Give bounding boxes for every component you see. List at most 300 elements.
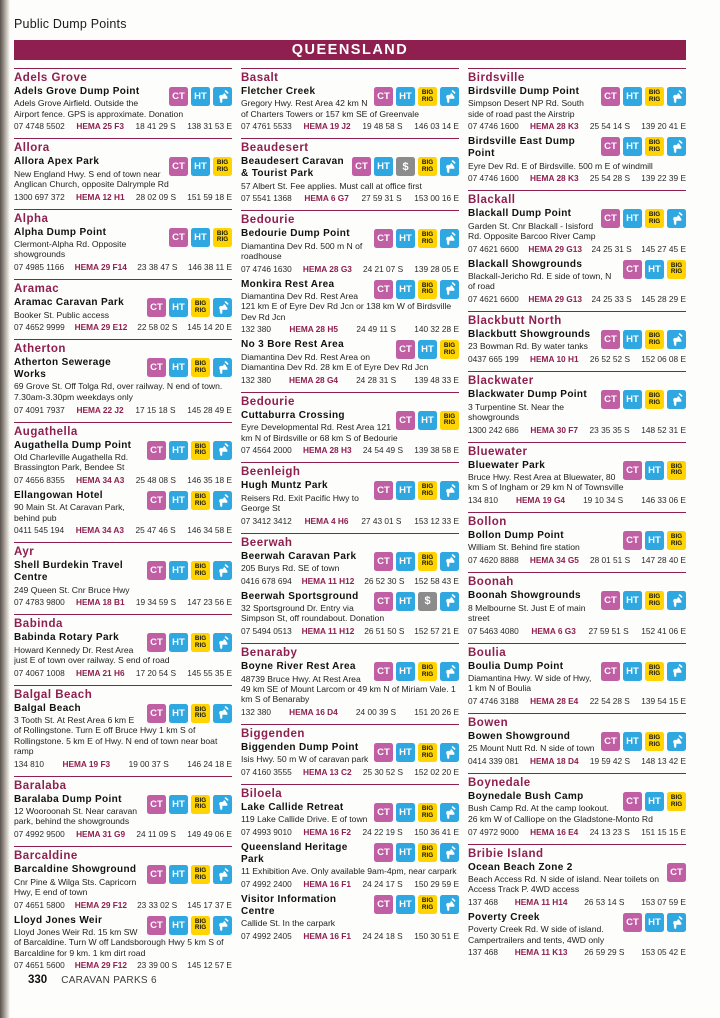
latitude: 28 01 51 S [589, 555, 631, 566]
amenity-icons [374, 87, 459, 106]
page-title: Public Dump Points [14, 17, 127, 31]
town-group [241, 392, 459, 455]
page-binding-shadow [0, 0, 10, 1018]
hema-map-reference: HEMA 28 K3 [530, 121, 579, 132]
entry-meta [241, 375, 459, 385]
dump-point-entry [14, 297, 232, 332]
amenity-icons [667, 863, 686, 882]
hema-map-reference: HEMA 6 G7 [304, 193, 349, 204]
entry-meta [468, 495, 686, 505]
ht-icon: HT [396, 843, 415, 862]
big-rig-label-bottom: RIG [194, 712, 207, 720]
entry-meta [241, 767, 459, 777]
amenity-icons [374, 895, 459, 914]
entry-name: Beerwah Sportsground [241, 590, 359, 602]
phone-number: 07 5494 0513 [241, 626, 292, 637]
latitude: 23 39 00 S [137, 960, 178, 971]
entry-description: Bush Camp Rd. At the camp lookout. 26 km W of Calliope on the Gladstone-Monto Rd [468, 803, 653, 824]
big-rig-icon [667, 260, 686, 279]
big-rig-label-bottom: RIG [670, 539, 683, 547]
entry-name: Lloyd Jones Weir [14, 914, 103, 926]
tap-icon [213, 441, 232, 460]
latitude: 17 15 18 S [135, 404, 176, 415]
latitude: 24 21 07 S [362, 263, 404, 274]
ct-icon: CT [147, 491, 166, 510]
tap-icon [667, 390, 686, 409]
entry-description: Cnr Pine & Wilga Sts. Capricorn Hwy, E end of town [14, 876, 137, 897]
amenity-icons [374, 843, 459, 862]
dump-point-entry [241, 86, 459, 131]
dump-point-entry [468, 136, 686, 183]
phone-number: 07 4656 8355 [14, 475, 65, 486]
hema-map-reference: HEMA 28 H5 [289, 324, 338, 335]
tap-icon [440, 157, 459, 176]
ct-icon: CT [623, 792, 642, 811]
entry-name: Queensland Heritage Park [241, 842, 348, 866]
ht-icon: HT [396, 87, 415, 106]
entry-meta [241, 576, 459, 586]
longitude: 139 22 39 E [641, 173, 686, 184]
town-group [468, 643, 686, 706]
entry-name: Blackall Showgrounds [468, 258, 583, 270]
big-rig-label-bottom: RIG [194, 873, 207, 881]
latitude: 27 43 01 S [361, 515, 402, 526]
entry-name: Boyne River Rest Area [241, 661, 356, 673]
longitude: 153 12 33 E [414, 515, 459, 526]
hema-map-reference: HEMA 29 G13 [528, 294, 582, 305]
dump-point-entry [14, 357, 232, 414]
ht-icon: HT [396, 481, 415, 500]
big-rig-icon [191, 704, 210, 723]
phone-number: 134 810 [468, 495, 498, 506]
entry-meta [468, 354, 686, 364]
dump-point-entry [468, 912, 686, 957]
entry-name: Aramac Caravan Park [14, 297, 125, 309]
phone-number: 07 5463 4080 [468, 625, 519, 636]
big-rig-label-bottom: RIG [194, 924, 207, 932]
phone-number: 07 4651 5800 [14, 899, 65, 910]
hema-map-reference: HEMA 6 G3 [531, 625, 576, 636]
town-heading: Birdsville [468, 72, 525, 84]
entry-name: Atherton Sewerage Works [14, 357, 112, 381]
entry-meta [468, 827, 686, 837]
big-rig-label-top: BIG [194, 300, 207, 308]
entry-description: Eyre Developmental Rd. Rest Area 121 km N of Birdsville or 68 km S of Bedourie [241, 422, 398, 443]
big-rig-icon [645, 591, 664, 610]
hema-map-reference: HEMA 12 H1 [76, 191, 125, 202]
big-rig-label-top: BIG [648, 211, 661, 219]
phone-number: 07 4993 9010 [241, 827, 292, 838]
ct-icon: CT [601, 662, 620, 681]
big-rig-icon [418, 157, 437, 176]
hema-map-reference: HEMA 11 H14 [514, 897, 568, 908]
entry-description: Gregory Hwy. Rest Area 42 km N of Charters Towers or 157 km SE of Greenvale [241, 98, 420, 119]
ct-icon: CT [169, 87, 188, 106]
town-heading: Blackall [468, 194, 516, 207]
big-rig-label-bottom: RIG [670, 800, 683, 808]
town-group [468, 442, 686, 505]
entry-meta [241, 193, 459, 203]
tap-icon [213, 865, 232, 884]
entry-description: Callide St. In the carpark [241, 918, 336, 929]
amenity-icons [147, 491, 232, 510]
hema-map-reference: HEMA 29 F12 [74, 899, 128, 910]
ht-icon: HT [374, 157, 393, 176]
longitude: 145 28 29 E [641, 294, 686, 305]
phone-number: 132 380 [241, 374, 271, 385]
longitude: 146 03 14 E [414, 121, 459, 132]
town-heading: Bowen [468, 717, 509, 730]
ht-icon: HT [396, 229, 415, 248]
entry-description: Blackall-Jericho Rd. E side of town, N of road [468, 271, 612, 292]
town-group [14, 685, 232, 769]
entry-meta [241, 827, 459, 837]
big-rig-icon [191, 916, 210, 935]
entry-meta [468, 947, 686, 957]
longitude: 153 05 42 E [641, 947, 686, 958]
amenity-icons [147, 561, 232, 580]
tap-icon [213, 916, 232, 935]
entry-description: 48739 Bruce Hwy. At Rest Area 49 km SE of Mount Larcom or 49 km N of Miriam Vale. 1 km S of Benaraby [241, 673, 456, 705]
latitude: 28 02 09 S [135, 191, 176, 202]
longitude: 146 38 11 E [187, 262, 232, 273]
entry-meta [241, 121, 459, 131]
latitude: 22 54 28 S [589, 696, 630, 707]
phone-number: 07 4564 2000 [241, 445, 292, 456]
tap-icon [440, 280, 459, 299]
big-rig-icon [213, 157, 232, 176]
town-heading: Bribie Island [468, 847, 544, 860]
ht-icon: HT [169, 865, 188, 884]
longitude: 151 20 26 E [414, 707, 459, 718]
latitude: 27 59 51 S [588, 625, 629, 636]
town-heading: Basalt [241, 72, 279, 84]
latitude: 24 49 11 S [356, 324, 396, 335]
big-rig-icon [418, 229, 437, 248]
town-group [468, 773, 686, 836]
tap-icon [667, 87, 686, 106]
big-rig-label-top: BIG [194, 917, 207, 925]
ht-icon: HT [645, 531, 664, 550]
big-rig-label-bottom: RIG [421, 903, 434, 911]
amenity-icons [374, 229, 459, 248]
dump-point-entry [14, 632, 232, 677]
ct-icon: CT [601, 87, 620, 106]
entry-name: Barcaldine Showground [14, 864, 137, 876]
tap-icon [667, 209, 686, 228]
dump-point-entry [14, 86, 232, 131]
tap-icon [440, 803, 459, 822]
big-rig-icon [418, 662, 437, 681]
longitude: 148 52 31 E [641, 424, 686, 435]
town-group [14, 138, 232, 201]
latitude: 26 53 14 S [584, 897, 625, 908]
longitude: 153 00 16 E [414, 193, 459, 204]
amenity-icons [147, 441, 232, 460]
dump-point-entry [241, 410, 459, 455]
amenity-icons [147, 916, 232, 935]
amenity-icons [147, 358, 232, 377]
tap-icon [667, 591, 686, 610]
amenity-icons [601, 209, 686, 228]
tap-icon [213, 795, 232, 814]
entry-name: Birdsville East Dump Point [468, 136, 576, 160]
entry-name: Visitor Information Centre [241, 894, 337, 917]
big-rig-icon [440, 340, 459, 359]
town-group [241, 533, 459, 637]
dump-point-entry [14, 703, 232, 769]
phone-number: 07 4783 9800 [14, 597, 65, 608]
entry-name: Fletcher Creek [241, 86, 316, 97]
phone-number: 07 4748 5502 [14, 121, 65, 132]
big-rig-label-top: BIG [194, 563, 207, 571]
entry-description: Isis Hwy. 50 m W of caravan park [241, 754, 369, 765]
amenity-icons [147, 633, 232, 652]
big-rig-label-top: BIG [194, 635, 207, 643]
amenity-icons [601, 330, 686, 349]
entry-name: Bollon Dump Point [468, 530, 564, 542]
longitude: 145 12 57 E [187, 960, 232, 971]
ct-icon: CT [374, 280, 393, 299]
big-rig-label-top: BIG [648, 663, 661, 671]
big-rig-icon [645, 137, 664, 156]
latitude: 23 35 35 S [589, 424, 630, 435]
amenity-icons [169, 228, 232, 247]
latitude: 19 59 42 S [589, 756, 630, 767]
town-heading: Benaraby [241, 647, 298, 660]
latitude: 25 48 08 S [135, 475, 176, 486]
entry-meta [14, 262, 232, 272]
town-heading: Biggenden [241, 728, 305, 741]
latitude: 23 38 47 S [137, 262, 178, 273]
big-rig-icon [191, 561, 210, 580]
town-heading: Atherton [14, 343, 66, 356]
ct-icon: CT [147, 916, 166, 935]
dump-point-entry [241, 156, 459, 203]
ct-icon: CT [147, 441, 166, 460]
latitude: 24 11 09 S [136, 829, 176, 840]
ct-icon: CT [374, 743, 393, 762]
latitude: 25 47 46 S [135, 525, 176, 536]
entry-name: Biggenden Dump Point [241, 742, 359, 754]
amenity-icons [147, 865, 232, 884]
longitude: 153 07 59 E [641, 897, 686, 908]
big-rig-icon [418, 895, 437, 914]
entry-description: 32 Sportsground Dr. Entry via Simpson St, off roundabout. Donation [241, 603, 385, 624]
big-rig-label-bottom: RIG [421, 95, 434, 103]
ct-icon: CT [169, 228, 188, 247]
amenity-icons [601, 732, 686, 751]
big-rig-label-bottom: RIG [216, 236, 229, 244]
entry-name: Blackall Dump Point [468, 208, 572, 220]
big-rig-label-bottom: RIG [421, 237, 434, 245]
big-rig-label-bottom: RIG [194, 449, 207, 457]
ht-icon: HT [169, 795, 188, 814]
phone-number: 1300 242 686 [468, 424, 519, 435]
town-group [14, 614, 232, 677]
longitude: 139 28 05 E [414, 263, 459, 274]
big-rig-label-top: BIG [421, 744, 434, 752]
latitude: 19 48 58 S [362, 121, 403, 132]
latitude: 23 33 02 S [137, 899, 178, 910]
big-rig-icon [191, 298, 210, 317]
tap-icon [667, 137, 686, 156]
amenity-icons [374, 552, 459, 571]
ct-icon: CT [374, 87, 393, 106]
town-heading: Bluewater [468, 445, 528, 458]
hema-map-reference: HEMA 34 G5 [529, 555, 579, 566]
big-rig-icon [418, 743, 437, 762]
latitude: 18 41 29 S [135, 121, 176, 132]
dump-point-entry [468, 259, 686, 304]
big-rig-label-bottom: RIG [194, 306, 207, 314]
hema-map-reference: HEMA 22 J2 [76, 404, 124, 415]
phone-number: 07 4746 1630 [241, 263, 292, 274]
entry-description: 25 Mount Nutt Rd. N side of town [468, 743, 595, 754]
latitude: 17 20 54 S [135, 667, 176, 678]
latitude: 24 28 31 S [356, 374, 397, 385]
ht-icon: HT [418, 411, 437, 430]
big-rig-label-top: BIG [648, 332, 661, 340]
entry-meta [468, 294, 686, 304]
big-rig-icon [418, 843, 437, 862]
entry-name: Bluewater Park [468, 459, 546, 471]
hema-map-reference: HEMA 19 J2 [303, 121, 351, 132]
big-rig-label-bottom: RIG [648, 145, 661, 153]
town-group [14, 68, 232, 131]
entry-description: Beach Access Rd. N side of island. Near toilets on Access Track P. 4WD access [468, 873, 660, 895]
entry-meta [241, 707, 459, 717]
phone-number: 07 4972 9000 [468, 826, 519, 837]
entry-description: 90 Main St. At Caravan Park, behind pub [14, 502, 125, 523]
tap-icon [440, 592, 459, 611]
town-heading: Blackwater [468, 375, 534, 388]
hema-map-reference: HEMA 11 K13 [514, 947, 568, 958]
big-rig-icon [191, 633, 210, 652]
big-rig-label-bottom: RIG [194, 366, 207, 374]
amenity-icons [623, 260, 686, 279]
hema-map-reference: HEMA 16 F2 [303, 827, 351, 838]
big-rig-label-top: BIG [421, 553, 434, 561]
big-rig-icon [645, 390, 664, 409]
ct-icon: CT [147, 298, 166, 317]
big-rig-icon [418, 803, 437, 822]
entry-description: Lloyd Jones Weir Rd. 15 km SW of Barcaldine. Turn W off Landsborough Hwy 5 km S of Barcaldine for 9 km. 1 km dirt road [14, 926, 224, 958]
entry-meta [241, 879, 459, 889]
big-rig-label-top: BIG [421, 88, 434, 96]
amenity-icons [169, 157, 232, 176]
big-rig-label-bottom: RIG [421, 670, 434, 678]
tap-icon [440, 843, 459, 862]
hema-map-reference: HEMA 19 G4 [516, 495, 566, 506]
town-heading: Ayr [14, 546, 35, 559]
ht-icon: HT [169, 561, 188, 580]
entry-name: Bowen Showground [468, 731, 571, 743]
ht-icon: HT [169, 491, 188, 510]
ht-icon: HT [623, 87, 642, 106]
big-rig-label-top: BIG [648, 392, 661, 400]
town-heading: Allora [14, 142, 50, 155]
entry-name: Boulia Dump Point [468, 660, 564, 672]
big-rig-label-bottom: RIG [421, 165, 434, 173]
entry-name: Augathella Dump Point [14, 439, 132, 451]
town-group [14, 776, 232, 839]
dump-point-entry [468, 389, 686, 434]
ht-icon: HT [169, 704, 188, 723]
entry-description: 11 Exhibition Ave. Only available 9am-4pm, near carpark [241, 866, 457, 877]
entry-meta [14, 829, 232, 839]
hema-map-reference: HEMA 28 G3 [302, 263, 352, 274]
big-rig-label-bottom: RIG [648, 398, 661, 406]
entry-description: Howard Kennedy Dr. Rest Area just E of town over railway. S end of road [14, 644, 170, 665]
hema-map-reference: HEMA 10 H1 [530, 354, 579, 365]
big-rig-label-bottom: RIG [421, 811, 434, 819]
ht-icon: HT [396, 552, 415, 571]
latitude: 19 34 59 S [135, 597, 176, 608]
longitude: 146 33 06 E [641, 495, 686, 506]
town-group [241, 724, 459, 777]
dump-point-entry [468, 86, 686, 131]
big-rig-label-bottom: RIG [194, 569, 207, 577]
big-rig-label-bottom: RIG [648, 338, 661, 346]
longitude: 145 14 20 E [187, 322, 232, 333]
latitude: 26 52 52 S [589, 354, 630, 365]
dump-point-entry [468, 862, 686, 907]
entry-meta [14, 525, 232, 535]
entry-name: Beaudesert Caravan & Tourist Park [241, 156, 345, 180]
dump-point-entry [14, 440, 232, 485]
entry-description: Old Charleville Augathella Rd. Brassington Park, Bendee St [14, 451, 129, 473]
big-rig-icon [191, 865, 210, 884]
longitude: 139 54 15 E [641, 696, 686, 707]
entry-name: Boonah Showgrounds [468, 590, 581, 602]
ht-icon: HT [623, 137, 642, 156]
big-rig-icon [645, 732, 664, 751]
longitude: 147 23 56 E [187, 597, 232, 608]
town-group [468, 371, 686, 434]
entry-name: Bedourie Dump Point [241, 228, 350, 240]
hema-map-reference: HEMA 18 D4 [530, 756, 579, 767]
entry-name: Monkira Rest Area [241, 278, 335, 290]
big-rig-icon [645, 209, 664, 228]
big-rig-label-bottom: RIG [421, 560, 434, 568]
town-group [468, 68, 686, 183]
ct-icon: CT [601, 591, 620, 610]
dollar-icon: $ [396, 157, 415, 176]
longitude: 139 48 33 E [414, 374, 459, 385]
phone-number: 07 4992 2405 [241, 931, 292, 942]
tap-icon [440, 229, 459, 248]
longitude: 152 58 43 E [414, 575, 459, 586]
entry-meta [14, 900, 232, 910]
longitude: 139 38 58 E [414, 445, 459, 456]
ct-icon: CT [147, 795, 166, 814]
entry-description: 57 Albert St. Fee applies. Must call at office first [241, 180, 422, 191]
big-rig-label-top: BIG [194, 796, 207, 804]
phone-number: 07 5541 1368 [241, 193, 292, 204]
longitude: 145 17 37 E [187, 899, 232, 910]
hema-map-reference: HEMA 28 H3 [303, 445, 352, 456]
entry-meta [14, 960, 232, 970]
column-2 [241, 68, 459, 948]
entry-meta [468, 121, 686, 131]
tap-icon [440, 481, 459, 500]
hema-map-reference: HEMA 4 H6 [304, 515, 349, 526]
amenity-icons [601, 87, 686, 106]
entry-meta [468, 756, 686, 766]
entry-meta [14, 121, 232, 131]
entry-name: Balgal Beach [14, 702, 82, 714]
